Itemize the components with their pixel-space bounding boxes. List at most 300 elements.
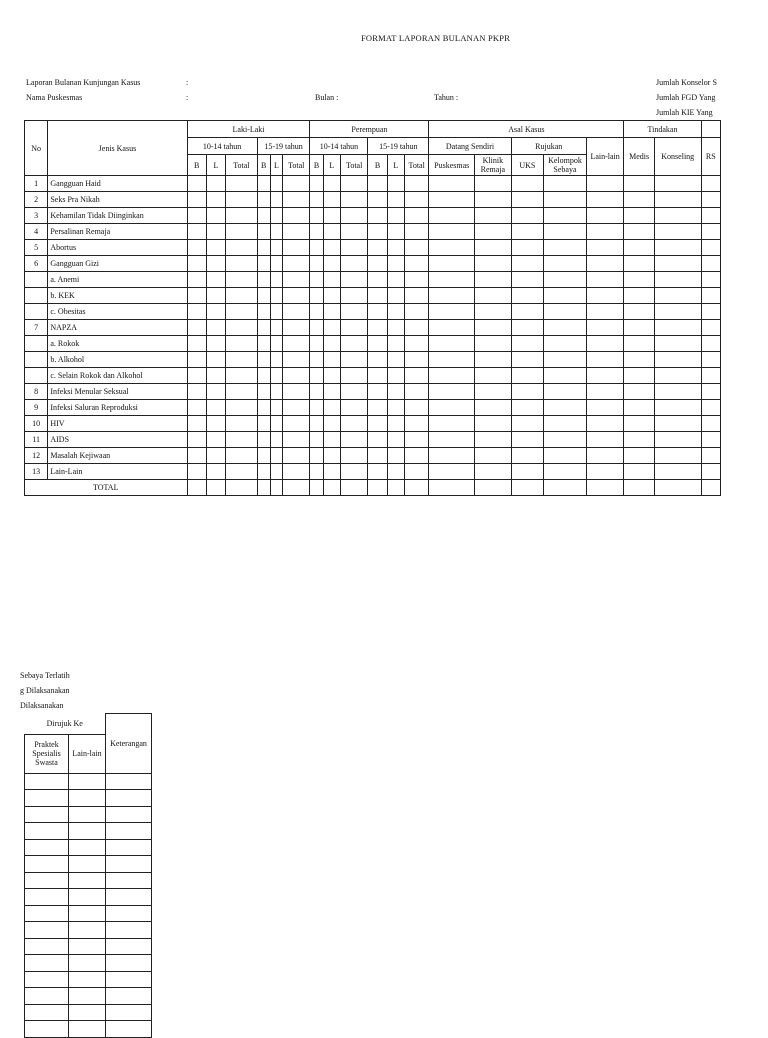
row-cell (257, 416, 270, 432)
total-cell (654, 480, 701, 496)
total-cell (368, 480, 387, 496)
row-cell (187, 416, 206, 432)
row-cell (624, 352, 654, 368)
row-cell (586, 336, 624, 352)
row-cell (544, 224, 587, 240)
row-cell (226, 352, 257, 368)
row-cell (387, 208, 404, 224)
row-cell (368, 416, 387, 432)
referral-cell (106, 1004, 152, 1021)
row-no: 10 (25, 416, 48, 432)
row-cell (368, 384, 387, 400)
row-cell (187, 256, 206, 272)
row-cell (368, 464, 387, 480)
row-cell (387, 176, 404, 192)
referral-row (25, 773, 152, 790)
laki-10-l: L (206, 155, 225, 176)
row-cell (310, 464, 323, 480)
row-cell (206, 416, 225, 432)
row-cell (544, 368, 587, 384)
row-cell (701, 368, 720, 384)
row-cell (282, 176, 310, 192)
row-cell (404, 368, 428, 384)
row-cell (544, 384, 587, 400)
row-no (25, 352, 48, 368)
row-cell (323, 304, 340, 320)
row-cell (340, 416, 367, 432)
row-no: 1 (25, 176, 48, 192)
row-cell (323, 288, 340, 304)
referral-cell (25, 790, 69, 807)
row-cell (257, 384, 270, 400)
row-cell (654, 192, 701, 208)
row-cell (404, 288, 428, 304)
row-cell (368, 272, 387, 288)
row-cell (310, 304, 323, 320)
row-cell (624, 176, 654, 192)
row-jenis: a. Rokok (48, 336, 187, 352)
referral-row (25, 889, 152, 906)
row-cell (654, 256, 701, 272)
row-cell (310, 384, 323, 400)
row-cell (257, 208, 270, 224)
perempuan-10-14-header: 10-14 tahun (310, 138, 368, 155)
row-cell (586, 464, 624, 480)
row-cell (310, 320, 323, 336)
row-cell (310, 272, 323, 288)
table-row (25, 432, 721, 448)
row-jenis: Gangguan Gizi (48, 256, 187, 272)
row-cell (282, 320, 310, 336)
row-cell (323, 368, 340, 384)
laki-10-b: B (187, 155, 206, 176)
row-cell (368, 432, 387, 448)
row-cell (187, 352, 206, 368)
row-cell (387, 416, 404, 432)
row-cell (323, 416, 340, 432)
row-cell (368, 448, 387, 464)
total-cell (511, 480, 544, 496)
asal-header: Asal Kasus (429, 121, 624, 138)
total-cell (310, 480, 323, 496)
row-cell (368, 256, 387, 272)
row-cell (257, 224, 270, 240)
row-cell (206, 240, 225, 256)
row-cell (310, 432, 323, 448)
row-cell (257, 368, 270, 384)
row-cell (429, 176, 475, 192)
total-cell (624, 480, 654, 496)
referral-row (25, 856, 152, 873)
row-cell (429, 352, 475, 368)
row-cell (429, 272, 475, 288)
row-cell (701, 464, 720, 480)
row-cell (624, 368, 654, 384)
row-cell (206, 336, 225, 352)
total-label: TOTAL (25, 480, 188, 496)
row-no: 2 (25, 192, 48, 208)
row-cell (270, 448, 282, 464)
row-cell (282, 432, 310, 448)
row-cell (544, 192, 587, 208)
row-cell (270, 208, 282, 224)
row-cell (282, 416, 310, 432)
row-cell (475, 256, 512, 272)
row-cell (404, 464, 428, 480)
row-cell (404, 448, 428, 464)
row-cell (368, 176, 387, 192)
row-cell (340, 400, 367, 416)
row-cell (226, 176, 257, 192)
row-no: 13 (25, 464, 48, 480)
row-cell (282, 192, 310, 208)
total-cell (404, 480, 428, 496)
row-no: 4 (25, 224, 48, 240)
referral-cell (106, 1021, 152, 1038)
row-jenis: c. Obesitas (48, 304, 187, 320)
row-cell (586, 432, 624, 448)
row-cell (323, 176, 340, 192)
row-jenis: Gangguan Haid (48, 176, 187, 192)
row-cell (624, 272, 654, 288)
referral-cell (69, 905, 106, 922)
total-cell (475, 480, 512, 496)
row-cell (187, 240, 206, 256)
row-cell (226, 208, 257, 224)
row-no (25, 368, 48, 384)
row-cell (654, 368, 701, 384)
row-cell (340, 448, 367, 464)
referral-row (25, 1021, 152, 1038)
row-cell (368, 208, 387, 224)
row-cell (701, 352, 720, 368)
row-no: 3 (25, 208, 48, 224)
referral-cell (25, 856, 69, 873)
row-cell (654, 416, 701, 432)
row-cell (340, 256, 367, 272)
row-cell (701, 400, 720, 416)
row-cell (270, 464, 282, 480)
referral-cell (25, 988, 69, 1005)
table-row (25, 464, 721, 480)
laki-15-19-header: 15-19 tahun (257, 138, 310, 155)
row-cell (310, 400, 323, 416)
row-cell (187, 208, 206, 224)
row-cell (310, 368, 323, 384)
keterangan-header: Keterangan (106, 714, 152, 774)
row-cell (310, 240, 323, 256)
row-cell (206, 256, 225, 272)
row-cell (511, 192, 544, 208)
row-jenis: Seks Pra Nikah (48, 192, 187, 208)
row-jenis: NAPZA (48, 320, 187, 336)
row-jenis: Infeksi Menular Seksual (48, 384, 187, 400)
row-cell (387, 464, 404, 480)
row-cell (654, 288, 701, 304)
total-cell (701, 480, 720, 496)
row-cell (257, 192, 270, 208)
table-row (25, 368, 721, 384)
row-cell (475, 224, 512, 240)
row-cell (323, 352, 340, 368)
row-cell (270, 224, 282, 240)
header-kunjungan-sep: : (186, 78, 189, 87)
referral-row (25, 839, 152, 856)
laki-15-l: L (270, 155, 282, 176)
rs-header: RS (701, 138, 720, 176)
row-cell (586, 272, 624, 288)
row-cell (654, 352, 701, 368)
row-cell (368, 336, 387, 352)
row-cell (368, 304, 387, 320)
row-cell (429, 464, 475, 480)
p2-lain-header: Lain-lain (69, 734, 106, 773)
row-cell (206, 272, 225, 288)
laki-15-total: Total (282, 155, 310, 176)
row-cell (282, 240, 310, 256)
row-cell (187, 304, 206, 320)
row-cell (187, 448, 206, 464)
header-puskesmas-sep: : (186, 93, 189, 102)
table-row (25, 448, 721, 464)
row-cell (206, 384, 225, 400)
referral-cell (69, 823, 106, 840)
row-cell (429, 192, 475, 208)
referral-table (24, 713, 152, 1038)
page2-line-3: Dilaksanakan (20, 701, 64, 710)
row-cell (282, 400, 310, 416)
row-cell (226, 272, 257, 288)
row-cell (323, 208, 340, 224)
row-cell (701, 272, 720, 288)
header-puskesmas-label: Nama Puskesmas (26, 93, 83, 102)
asal-lain-header: Lain-lain (586, 138, 624, 176)
referral-row (25, 955, 152, 972)
row-cell (257, 240, 270, 256)
page2-notes (20, 668, 110, 714)
row-jenis: Lain-Lain (48, 464, 187, 480)
row-cell (206, 320, 225, 336)
referral-cell (106, 872, 152, 889)
perempuan-10-l: L (323, 155, 340, 176)
row-cell (226, 384, 257, 400)
laki-15-b: B (257, 155, 270, 176)
row-cell (429, 336, 475, 352)
row-cell (624, 448, 654, 464)
row-cell (586, 304, 624, 320)
referral-cell (25, 971, 69, 988)
row-cell (206, 464, 225, 480)
row-cell (544, 176, 587, 192)
row-cell (340, 336, 367, 352)
row-cell (475, 416, 512, 432)
row-cell (701, 384, 720, 400)
row-cell (257, 272, 270, 288)
row-cell (323, 224, 340, 240)
row-cell (206, 176, 225, 192)
row-cell (586, 384, 624, 400)
row-cell (340, 272, 367, 288)
row-cell (387, 352, 404, 368)
referral-cell (25, 839, 69, 856)
col-jenis-header: Jenis Kasus (48, 121, 187, 176)
row-cell (257, 448, 270, 464)
table-row (25, 208, 721, 224)
row-cell (511, 432, 544, 448)
page2-line-2: g Dilaksanakan (20, 686, 70, 695)
header-right-kie: Jumlah KIE Yang (656, 108, 713, 117)
row-cell (282, 464, 310, 480)
referral-cell (69, 938, 106, 955)
row-no (25, 288, 48, 304)
row-cell (586, 288, 624, 304)
referral-cell (106, 938, 152, 955)
row-cell (387, 432, 404, 448)
row-cell (624, 208, 654, 224)
row-cell (475, 352, 512, 368)
table-row (25, 272, 721, 288)
row-cell (701, 432, 720, 448)
row-no: 12 (25, 448, 48, 464)
col-no-header: No (25, 121, 48, 176)
row-cell (206, 192, 225, 208)
row-cell (654, 384, 701, 400)
referral-row (25, 806, 152, 823)
row-jenis: HIV (48, 416, 187, 432)
row-cell (226, 416, 257, 432)
page2-line-1: Sebaya Terlatih (20, 671, 70, 680)
table-row (25, 304, 721, 320)
row-cell (586, 368, 624, 384)
row-cell (544, 320, 587, 336)
referral-cell (106, 971, 152, 988)
row-cell (404, 224, 428, 240)
row-cell (544, 416, 587, 432)
row-cell (404, 192, 428, 208)
row-cell (475, 384, 512, 400)
row-cell (257, 464, 270, 480)
row-cell (475, 192, 512, 208)
row-cell (368, 288, 387, 304)
puskesmas-header: Puskesmas (429, 155, 475, 176)
row-cell (387, 224, 404, 240)
row-cell (624, 416, 654, 432)
rs-top-cell (701, 121, 720, 138)
row-cell (429, 256, 475, 272)
row-cell (368, 320, 387, 336)
klinik-remaja-header: Klinik Remaja (475, 155, 512, 176)
table-row (25, 320, 721, 336)
row-cell (206, 288, 225, 304)
row-cell (511, 256, 544, 272)
row-cell (323, 336, 340, 352)
referral-cell (106, 905, 152, 922)
row-cell (511, 336, 544, 352)
row-cell (387, 192, 404, 208)
total-cell (226, 480, 257, 496)
row-cell (387, 240, 404, 256)
row-cell (226, 192, 257, 208)
row-jenis: b. KEK (48, 288, 187, 304)
row-cell (544, 432, 587, 448)
referral-cell (69, 1004, 106, 1021)
row-cell (340, 304, 367, 320)
row-cell (404, 240, 428, 256)
referral-cell (69, 839, 106, 856)
row-cell (586, 256, 624, 272)
row-cell (429, 416, 475, 432)
row-cell (429, 224, 475, 240)
row-cell (206, 400, 225, 416)
referral-cell (25, 773, 69, 790)
row-cell (511, 176, 544, 192)
row-cell (226, 448, 257, 464)
row-cell (624, 384, 654, 400)
row-cell (340, 192, 367, 208)
dirujuk-header: Dirujuk Ke (25, 714, 106, 735)
row-cell (187, 336, 206, 352)
row-jenis: Persalinan Remaja (48, 224, 187, 240)
row-cell (187, 464, 206, 480)
row-cell (701, 240, 720, 256)
total-cell (429, 480, 475, 496)
row-cell (544, 448, 587, 464)
row-cell (226, 288, 257, 304)
row-cell (511, 208, 544, 224)
row-cell (226, 432, 257, 448)
row-cell (187, 368, 206, 384)
row-cell (187, 288, 206, 304)
row-cell (340, 384, 367, 400)
row-no: 11 (25, 432, 48, 448)
referral-cell (25, 823, 69, 840)
row-cell (429, 288, 475, 304)
row-cell (654, 464, 701, 480)
row-no: 8 (25, 384, 48, 400)
referral-row (25, 790, 152, 807)
row-cell (270, 240, 282, 256)
row-cell (310, 448, 323, 464)
row-cell (226, 368, 257, 384)
total-cell (340, 480, 367, 496)
row-cell (586, 176, 624, 192)
referral-cell (25, 1004, 69, 1021)
row-cell (226, 240, 257, 256)
referral-cell (69, 806, 106, 823)
header-kunjungan-label: Laporan Bulanan Kunjungan Kasus (26, 78, 141, 87)
row-cell (511, 240, 544, 256)
row-cell (475, 432, 512, 448)
konseling-header: Konseling (654, 138, 701, 176)
row-cell (654, 176, 701, 192)
row-cell (475, 448, 512, 464)
rujukan-header: Rujukan (511, 138, 586, 155)
row-cell (282, 352, 310, 368)
row-cell (257, 256, 270, 272)
row-cell (544, 400, 587, 416)
referral-cell (106, 856, 152, 873)
row-cell (387, 320, 404, 336)
referral-row (25, 872, 152, 889)
row-cell (404, 272, 428, 288)
total-cell (270, 480, 282, 496)
table-row (25, 288, 721, 304)
row-jenis: c. Selain Rokok dan Alkohol (48, 368, 187, 384)
perempuan-10-total: Total (340, 155, 367, 176)
row-cell (187, 384, 206, 400)
row-cell (701, 320, 720, 336)
row-jenis: Infeksi Saluran Reproduksi (48, 400, 187, 416)
